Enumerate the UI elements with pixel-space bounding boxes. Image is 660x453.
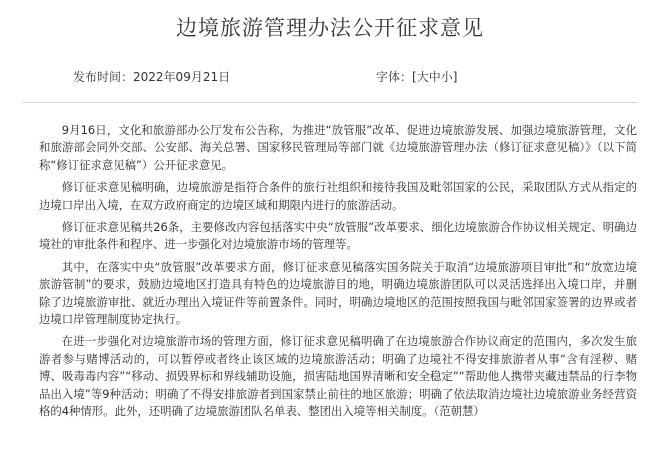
article-title: 边境旅游管理办法公开征求意见 [176, 16, 484, 40]
font-size-selector [376, 68, 457, 85]
font-size-medium-link[interactable]: 中 [428, 70, 441, 84]
font-bracket-open: [ [412, 70, 417, 84]
font-size-large-link[interactable]: 大 [416, 70, 429, 84]
body-paragraph: 在进一步强化对边境旅游市场的管理方面，修订征求意见稿明确了在边境旅游合作协议商定的范围内，多次发生旅游者参与赌博活动的，可以暂停或者终止该区域的边境旅游活动；明确了边境社不得安排旅游者从事“含有淫秽、赌博、吸毒毒内容”“移动、损毁界标和界线辅助设施，损害陆地国界清晰和安全稳定”“帮助他人携带夹藏违禁品的行李物品出入境”等9种活动；明确了不得安排旅游者到国家禁止前往的地区旅游；明确了依法取消边境社边境旅游业务经营资格的4种情形。此外，还明确了边境旅游团队名单表、整团出入境等相关制度。（范朝慧） [39, 334, 637, 419]
body-paragraph: 9月16日，文化和旅游部办公厅发布公告称，为推进“放管服”改革、促进边境旅游发展、加强边境旅游管理，文化和旅游部会同外交部、公安部、海关总署、国家移民管理局等部门就《边境旅游管理办法（修订征求意见稿）》（以下简称“修订征求意见稿”）公开征求意见。 [39, 123, 637, 172]
publish-label: 发布时间： [73, 70, 134, 84]
article-body [39, 122, 637, 426]
publish-info [73, 68, 230, 85]
body-paragraph: 修订征求意见稿共26条，主要修改内容包括落实中央“放管服”改革要求、细化边境旅游合作协议相关规定、明确边境社的审批条件和程序、进一步强化对边境旅游市场的管理等。 [39, 220, 637, 252]
article-meta [0, 68, 660, 90]
publish-date: 2022年09月21日 [133, 70, 231, 84]
body-paragraph: 修订征求意见稿明确，边境旅游是指符合条件的旅行社组织和接待我国及毗邻国家的公民，采取团队方式从指定的边境口岸出入境，在双方政府商定的边境区域和期限内进行的旅游活动。 [39, 180, 637, 212]
body-paragraph: 其中，在落实中央“放管服”改革要求方面，修订征求意见稿落实国务院关于取消“边境旅游项目审批”和“放宽边境旅游管制”的要求，鼓励边境地区打造具有特色的边境旅游目的地，明确边境旅游团队可以灵活选择出入境口岸，并删除了边境旅游审批、就近办理出入境证件等前置条件。同时，明确边境地区的范围按照我国与毗邻国家签署的边界或者边境口岸管理制度协定执行。 [39, 259, 637, 327]
font-bracket-close: ] [452, 70, 458, 84]
font-size-label: 字体： [376, 70, 413, 84]
font-size-small-link[interactable]: 小 [440, 70, 453, 84]
header-divider [22, 102, 638, 103]
